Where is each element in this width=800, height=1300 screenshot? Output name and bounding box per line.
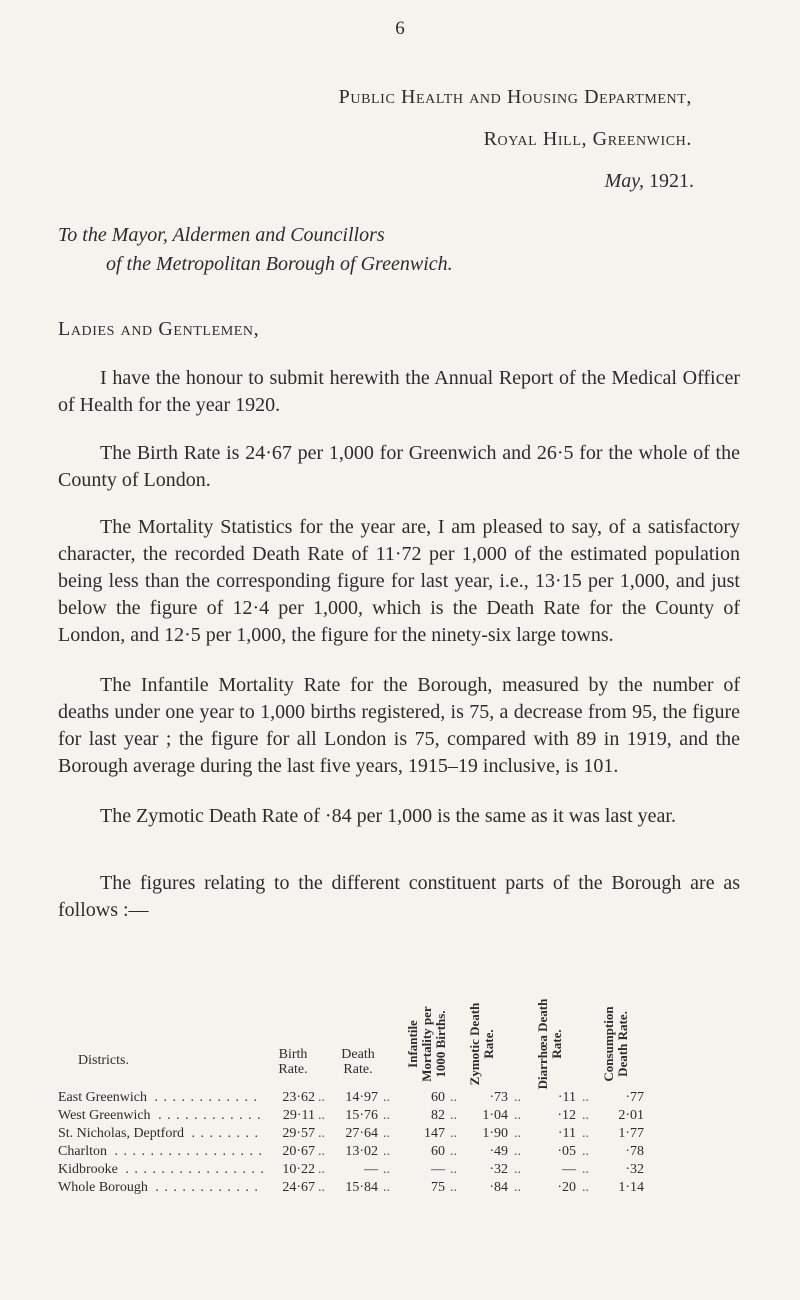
- district-name-cell: [58, 1090, 263, 1106]
- paragraph-table-intro: [58, 870, 740, 924]
- zymotic-value: ·32: [489, 1162, 508, 1177]
- consumption-value: 1·77: [618, 1126, 644, 1141]
- district-name: West Greenwich: [58, 1108, 154, 1123]
- district-name: Charlton: [58, 1144, 110, 1159]
- death-value: 14·97: [345, 1090, 378, 1105]
- leader-dots: ..: [582, 1090, 589, 1105]
- paragraph-infantile-mortality: [58, 672, 740, 780]
- leader-dots: ..: [514, 1090, 521, 1105]
- consumption-value: ·77: [625, 1090, 644, 1105]
- diarrhoea-value: ·11: [557, 1090, 576, 1105]
- zymotic-value: ·84: [489, 1180, 508, 1195]
- birth-value: 10·22: [282, 1162, 315, 1177]
- leader-dots: ..: [318, 1090, 325, 1105]
- diarrhoea-value: ·20: [557, 1180, 576, 1195]
- diarrhoea-value: ·12: [557, 1108, 576, 1123]
- zymotic-value: ·49: [489, 1144, 508, 1159]
- paragraph-text: I have the honour to submit herewith the Annual Report of the Medical Officer of Health for the year 1920.: [58, 367, 740, 416]
- birth-value: 24·67: [282, 1180, 315, 1195]
- paragraph-text: The Mortality Statistics for the year are, I am pleased to say, of a satisfactory character, the recorded Death Rate of 11·72 per 1,000 of the estimated population being less than the corresponding figure for last year, i.e., 13·15 per 1,000, and just below the figure of 12·4 per 1,000, which is the Death Rate for the County of London, and 12·5 per 1,000, the figure for the ninety-six large towns.: [58, 516, 740, 646]
- infantile-value: 75: [431, 1180, 445, 1195]
- leader-dots: ..: [318, 1144, 325, 1159]
- diarrhoea-value: —: [562, 1162, 576, 1177]
- leader-dots: ..: [450, 1180, 457, 1195]
- consumption-value: ·78: [625, 1144, 644, 1159]
- leader-dots: ..: [582, 1180, 589, 1195]
- consumption-value: ·32: [625, 1162, 644, 1177]
- leader-dots: ..: [383, 1090, 390, 1105]
- infantile-value: —: [431, 1162, 445, 1177]
- leader-dots: ..: [582, 1162, 589, 1177]
- leader-dots: ..: [514, 1126, 521, 1141]
- leader-dots: ..: [450, 1108, 457, 1123]
- leader-dots: ..: [318, 1108, 325, 1123]
- birth-value: 29·11: [282, 1108, 315, 1123]
- leader-dots: ..: [318, 1162, 325, 1177]
- zymotic-value: 1·04: [482, 1108, 508, 1123]
- leader-dots: ..: [383, 1108, 390, 1123]
- death-value: 27·64: [345, 1126, 378, 1141]
- header-zymotic: Zymotic Death Rate.: [467, 1002, 496, 1086]
- paragraph-report-submission: [58, 365, 740, 419]
- leader-dots: ..: [450, 1126, 457, 1141]
- leader-dots: ..: [514, 1162, 521, 1177]
- leader-dots: ..: [318, 1180, 325, 1195]
- birth-value: 29·57: [282, 1126, 315, 1141]
- date-month: May,: [604, 170, 644, 192]
- district-name-cell: [58, 1108, 263, 1124]
- page-number: 6: [395, 18, 405, 39]
- district-name-cell: [58, 1180, 263, 1196]
- leader-dots: ..: [582, 1144, 589, 1159]
- addressee-line-1: To the Mayor, Aldermen and Councillors: [58, 224, 385, 246]
- leader-dots: ..: [514, 1144, 521, 1159]
- death-value: 15·84: [345, 1180, 378, 1195]
- infantile-value: 60: [431, 1144, 445, 1159]
- consumption-value: 2·01: [618, 1108, 644, 1123]
- birth-value: 20·67: [282, 1144, 315, 1159]
- leader-dots: ..: [450, 1144, 457, 1159]
- death-value: 13·02: [345, 1144, 378, 1159]
- district-name: East Greenwich: [58, 1090, 150, 1105]
- leader-dots: ..: [318, 1126, 325, 1141]
- leader-dots: ..: [450, 1162, 457, 1177]
- leader-dots: ..: [383, 1144, 390, 1159]
- paragraph-text: The figures relating to the different constituent parts of the Borough are as follows :—: [58, 872, 740, 921]
- paragraph-mortality: [58, 514, 740, 649]
- salutation: Ladies and Gentlemen,: [58, 318, 260, 340]
- infantile-value: 60: [431, 1090, 445, 1105]
- header-diarrhoea: Diarrhœa Death Rate.: [535, 998, 564, 1090]
- paragraph-text: The Infantile Mortality Rate for the Borough, measured by the number of deaths under one year to 1,000 births registered, is 75, a decrease from 95, the figure for last year ; the figure for all London is 75, compared with 89 in 1919, and the Borough average during the last five years, 1915–19 inclusive, is 101.: [58, 674, 740, 777]
- header-consumption: Consumption Death Rate.: [601, 1006, 630, 1082]
- table-row: [58, 1180, 738, 1197]
- addressee-line-2: of the Metropolitan Borough of Greenwich.: [106, 253, 453, 275]
- district-statistics-table: [58, 926, 738, 1246]
- header-districts: Districts.: [78, 1053, 129, 1068]
- letter-date: [605, 170, 694, 193]
- header-death-rate: Death Rate.: [341, 1047, 375, 1077]
- leader-dots: ..: [383, 1162, 390, 1177]
- leader-dots: ..: [383, 1180, 390, 1195]
- birth-value: 23·62: [282, 1090, 315, 1105]
- district-name: Kidbrooke: [58, 1162, 121, 1177]
- table-row: [58, 1162, 738, 1179]
- diarrhoea-value: ·11: [557, 1126, 576, 1141]
- death-value: —: [364, 1162, 378, 1177]
- header-infantile-mortality: Infantile Mortality per 1000 Births.: [405, 1006, 448, 1082]
- leader-dots: ..: [514, 1180, 521, 1195]
- leader-dots: ..: [450, 1090, 457, 1105]
- district-name: St. Nicholas, Deptford: [58, 1126, 187, 1141]
- infantile-value: 82: [431, 1108, 445, 1123]
- leader-dots: ..: [514, 1108, 521, 1123]
- diarrhoea-value: ·05: [557, 1144, 576, 1159]
- header-birth-rate: Birth Rate.: [278, 1047, 308, 1077]
- death-value: 15·76: [345, 1108, 378, 1123]
- department-heading: Public Health and Housing Department,: [338, 86, 692, 108]
- address-line: Royal Hill, Greenwich.: [483, 128, 692, 150]
- district-name-cell: [58, 1126, 263, 1142]
- district-name-cell: [58, 1144, 263, 1160]
- date-year: 1921.: [649, 170, 694, 192]
- leader-dots: ..: [383, 1126, 390, 1141]
- leader-dots: ..: [582, 1126, 589, 1141]
- table-row: [58, 1108, 738, 1125]
- table-row: [58, 1144, 738, 1161]
- paragraph-zymotic: [58, 803, 740, 830]
- paragraph-text: The Birth Rate is 24·67 per 1,000 for Greenwich and 26·5 for the whole of the County of London.: [58, 442, 740, 491]
- leader-dots: ..: [582, 1108, 589, 1123]
- paragraph-birth-rate: [58, 440, 740, 494]
- zymotic-value: ·73: [489, 1090, 508, 1105]
- district-name: Whole Borough: [58, 1180, 151, 1195]
- zymotic-value: 1·90: [482, 1126, 508, 1141]
- district-name-cell: [58, 1162, 263, 1178]
- table-row: [58, 1090, 738, 1107]
- infantile-value: 147: [424, 1126, 445, 1141]
- consumption-value: 1·14: [618, 1180, 644, 1195]
- paragraph-text: The Zymotic Death Rate of ·84 per 1,000 is the same as it was last year.: [100, 805, 676, 827]
- table-row: [58, 1126, 738, 1143]
